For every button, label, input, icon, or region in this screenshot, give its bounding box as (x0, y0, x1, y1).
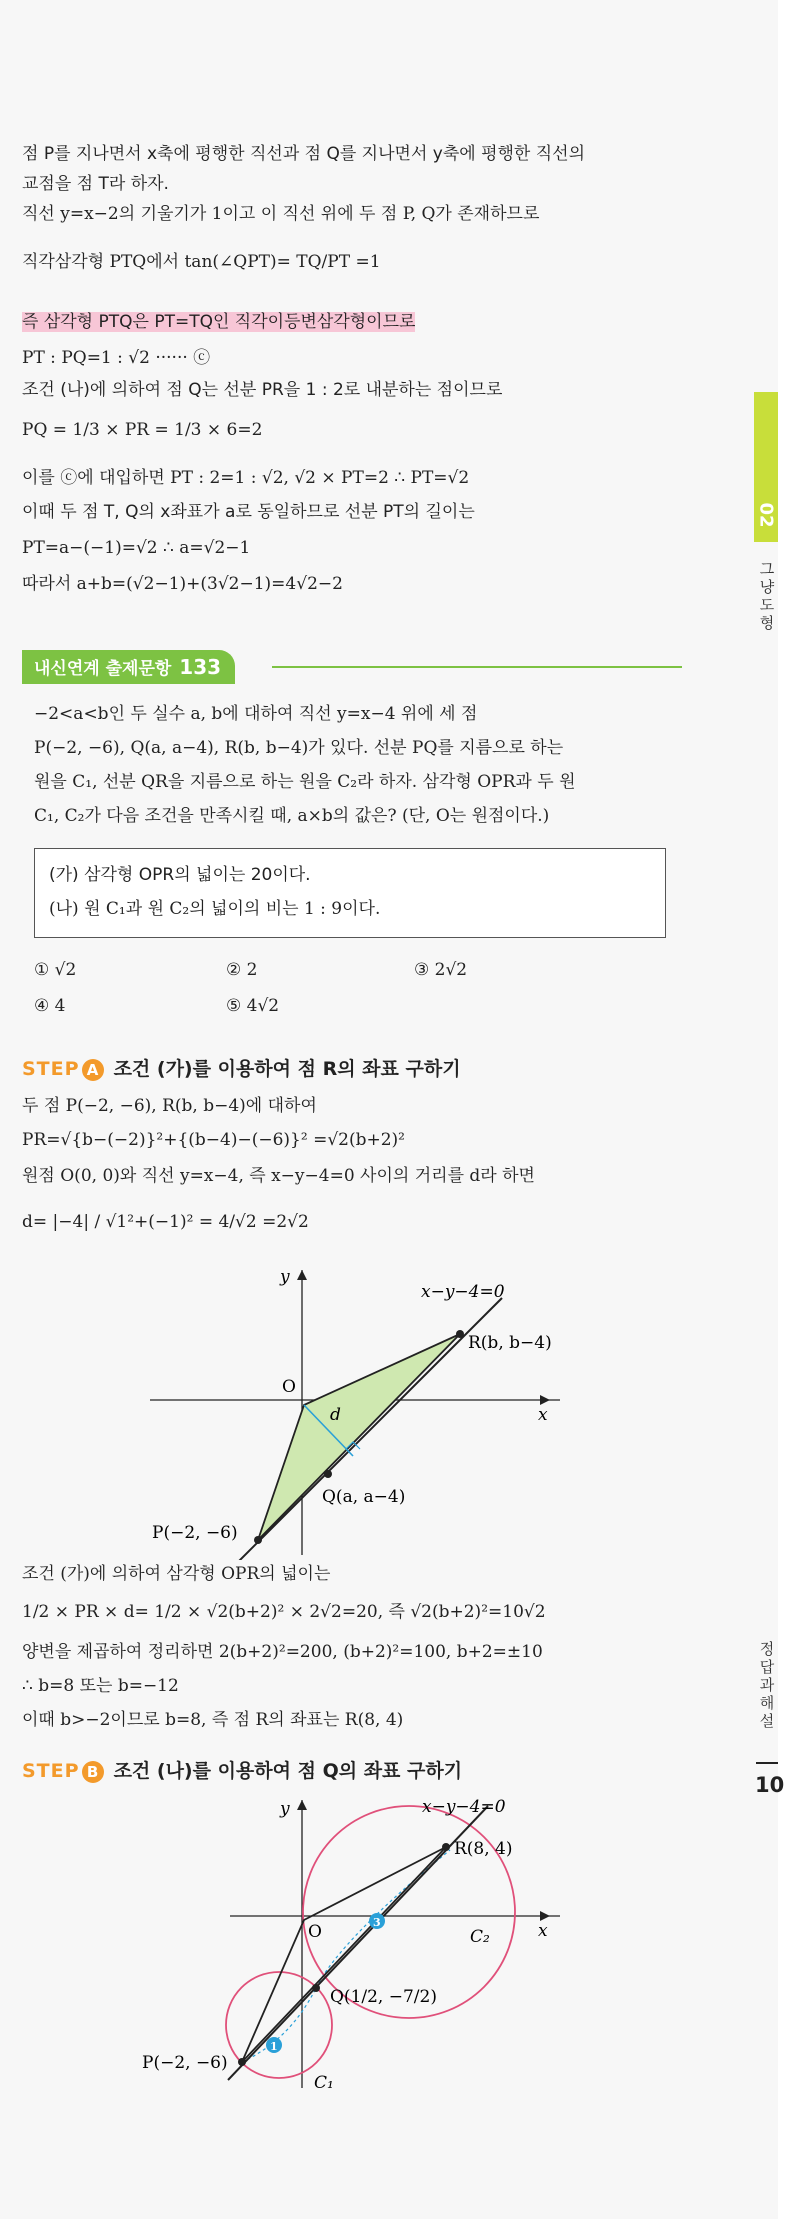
solution-line: 이때 두 점 T, Q의 x좌표가 a로 동일하므로 선분 PT의 길이는 (22, 502, 475, 522)
problem-number: 133 (179, 655, 222, 679)
triangle-opr (258, 1334, 460, 1540)
step-a-line: 양변을 제곱하여 정리하면 2(b+2)²=200, (b+2)²=100, b+2=±10 (22, 1642, 543, 1662)
triangle-opr (242, 1847, 446, 2062)
problem-line: 원을 C₁, 선분 QR을 지름으로 하는 원을 C₂라 하자. 삼각형 OPR과 두 원 (34, 772, 576, 792)
step-a-line: d= |−4| / √1²+(−1)² = 4/√2 =2√2 (22, 1212, 309, 1232)
step-label: STEP (22, 1760, 80, 1782)
point-r-label: R(b, b−4) (468, 1333, 552, 1353)
x-axis-arrow-icon (540, 1911, 550, 1921)
problem-header-tab (22, 650, 235, 684)
choice-4: ④ 4 (34, 996, 66, 1016)
solution-line: 직각삼각형 PTQ에서 tan(∠QPT)= TQ/PT =1 (22, 252, 381, 272)
condition-ga: (가) 삼각형 OPR의 넓이는 20이다. (49, 865, 311, 885)
point-r (456, 1330, 464, 1338)
solution-line: PT : PQ=1 : √2 ······ ⓒ (22, 348, 211, 368)
solution-line: PQ = 1/3 × PR = 1/3 × 6=2 (22, 420, 263, 440)
y-axis-arrow-icon (297, 1270, 307, 1280)
problem-line: P(−2, −6), Q(a, a−4), R(b, b−4)가 있다. 선분 PQ를 지름으로 하는 (34, 738, 564, 758)
point-q (324, 1470, 332, 1478)
figure-circles (140, 1790, 560, 2090)
step-a-line: 두 점 P(−2, −6), R(b, b−4)에 대하여 (22, 1096, 317, 1116)
step-a-line: 1/2 × PR × d= 1/2 × √2(b+2)² × 2√2=20, 즉 √2(b+2)²=10√2 (22, 1602, 546, 1622)
step-a-line: 원점 O(0, 0)와 직선 y=x−4, 즉 x−y−4=0 사이의 거리를 d라 하면 (22, 1166, 535, 1186)
step-b-heading (22, 1756, 462, 1783)
step-a-line: ∴ b=8 또는 b=−12 (22, 1676, 179, 1696)
page-number-rule (756, 1762, 778, 1764)
point-p-label: P(−2, −6) (142, 2053, 228, 2073)
step-a-line: 이때 b>−2이므로 b=8, 즉 점 R의 좌표는 R(8, 4) (22, 1710, 404, 1730)
choice-2: ② 2 (226, 960, 258, 980)
step-label: STEP (22, 1058, 80, 1080)
choice-3: ③ 2√2 (414, 960, 468, 980)
solution-line: 이를 ⓒ에 대입하면 PT : 2=1 : √2, √2 × PT=2 ∴ PT=√2 (22, 468, 470, 488)
solution-line: PT=a−(−1)=√2 ∴ a=√2−1 (22, 538, 251, 558)
solution-line: 점 P를 지나면서 x축에 평행한 직선과 점 Q를 지나면서 y축에 평행한 직선의 (22, 144, 586, 164)
point-p (254, 1536, 262, 1544)
step-a-heading (22, 1054, 461, 1081)
chapter-side-tab (754, 392, 778, 542)
marker-3-label: 3 (373, 1916, 381, 1929)
x-axis-label: x (538, 1405, 548, 1425)
point-p (238, 2058, 246, 2066)
header-rule (272, 666, 682, 668)
point-q (312, 1984, 320, 1992)
figure-triangle-opr (140, 1260, 560, 1560)
chapter-side-label: 그냥도형 (759, 560, 775, 632)
step-a-line: PR=√{b−(−2)}²+{(b−4)−(−6)}² =√2(b+2)² (22, 1130, 405, 1150)
x-axis-label: x (538, 1921, 548, 1941)
point-r (442, 1843, 450, 1851)
step-b-badge: B (82, 1761, 104, 1783)
solution-line-highlighted (22, 310, 415, 334)
circle-c1-label: C₁ (314, 2073, 334, 2090)
origin-label: O (282, 1377, 296, 1397)
page-edge (778, 0, 800, 2219)
step-a-badge: A (82, 1059, 104, 1081)
x-axis-arrow-icon (540, 1395, 550, 1405)
point-r-label: R(8, 4) (454, 1839, 513, 1859)
choice-1: ① √2 (34, 960, 77, 980)
solution-line: 조건 (나)에 의하여 점 Q는 선분 PR을 1 : 2로 내분하는 점이므로 (22, 380, 503, 400)
problem-line: C₁, C₂가 다음 조건을 만족시킬 때, a×b의 값은? (단, O는 원점이다.) (34, 806, 550, 826)
step-b-title: 조건 (나)를 이용하여 점 Q의 좌표 구하기 (113, 1760, 463, 1782)
problem-header (22, 650, 682, 684)
line-equation-label: x−y−4=0 (421, 1282, 505, 1302)
solution-line: 따라서 a+b=(√2−1)+(3√2−1)=4√2−2 (22, 574, 343, 594)
y-axis-label: y (280, 1799, 290, 1819)
solution-line: 교점을 점 T라 하자. (22, 174, 169, 194)
problem-line: −2<a<b인 두 실수 a, b에 대하여 직선 y=x−4 위에 세 점 (34, 704, 478, 724)
y-axis-label: y (280, 1267, 290, 1287)
step-a-line: 조건 (가)에 의하여 삼각형 OPR의 넓이는 (22, 1564, 331, 1584)
header-label: 내신연계 출제문항 (34, 659, 172, 679)
point-p-label: P(−2, −6) (152, 1523, 238, 1543)
chapter-number: 02 (755, 502, 777, 528)
marker-1-label: 1 (270, 2040, 278, 2053)
distance-label: d (330, 1405, 341, 1425)
point-q-label: Q(1/2, −7/2) (330, 1987, 437, 2007)
circle-c2-label: C₂ (470, 1927, 490, 1947)
y-axis-arrow-icon (297, 1800, 307, 1810)
choice-5: ⑤ 4√2 (226, 996, 280, 1016)
highlight-text: 즉 삼각형 PTQ은 PT=TQ인 직각이등변삼각형이므로 (22, 312, 416, 332)
origin-label: O (308, 1922, 322, 1942)
conditions-box (34, 848, 666, 938)
step-a-title: 조건 (가)를 이용하여 점 R의 좌표 구하기 (113, 1058, 461, 1080)
condition-na: (나) 원 C₁과 원 C₂의 넓이의 비는 1 : 9이다. (49, 899, 381, 919)
answer-side-label: 정답과해설 (759, 1640, 775, 1730)
point-q-label: Q(a, a−4) (322, 1487, 406, 1507)
line-equation-label: x−y−4=0 (422, 1797, 506, 1817)
solution-line: 직선 y=x−2의 기울기가 1이고 이 직선 위에 두 점 P, Q가 존재하므로 (22, 204, 540, 224)
page-number: 10 (755, 1773, 785, 1797)
